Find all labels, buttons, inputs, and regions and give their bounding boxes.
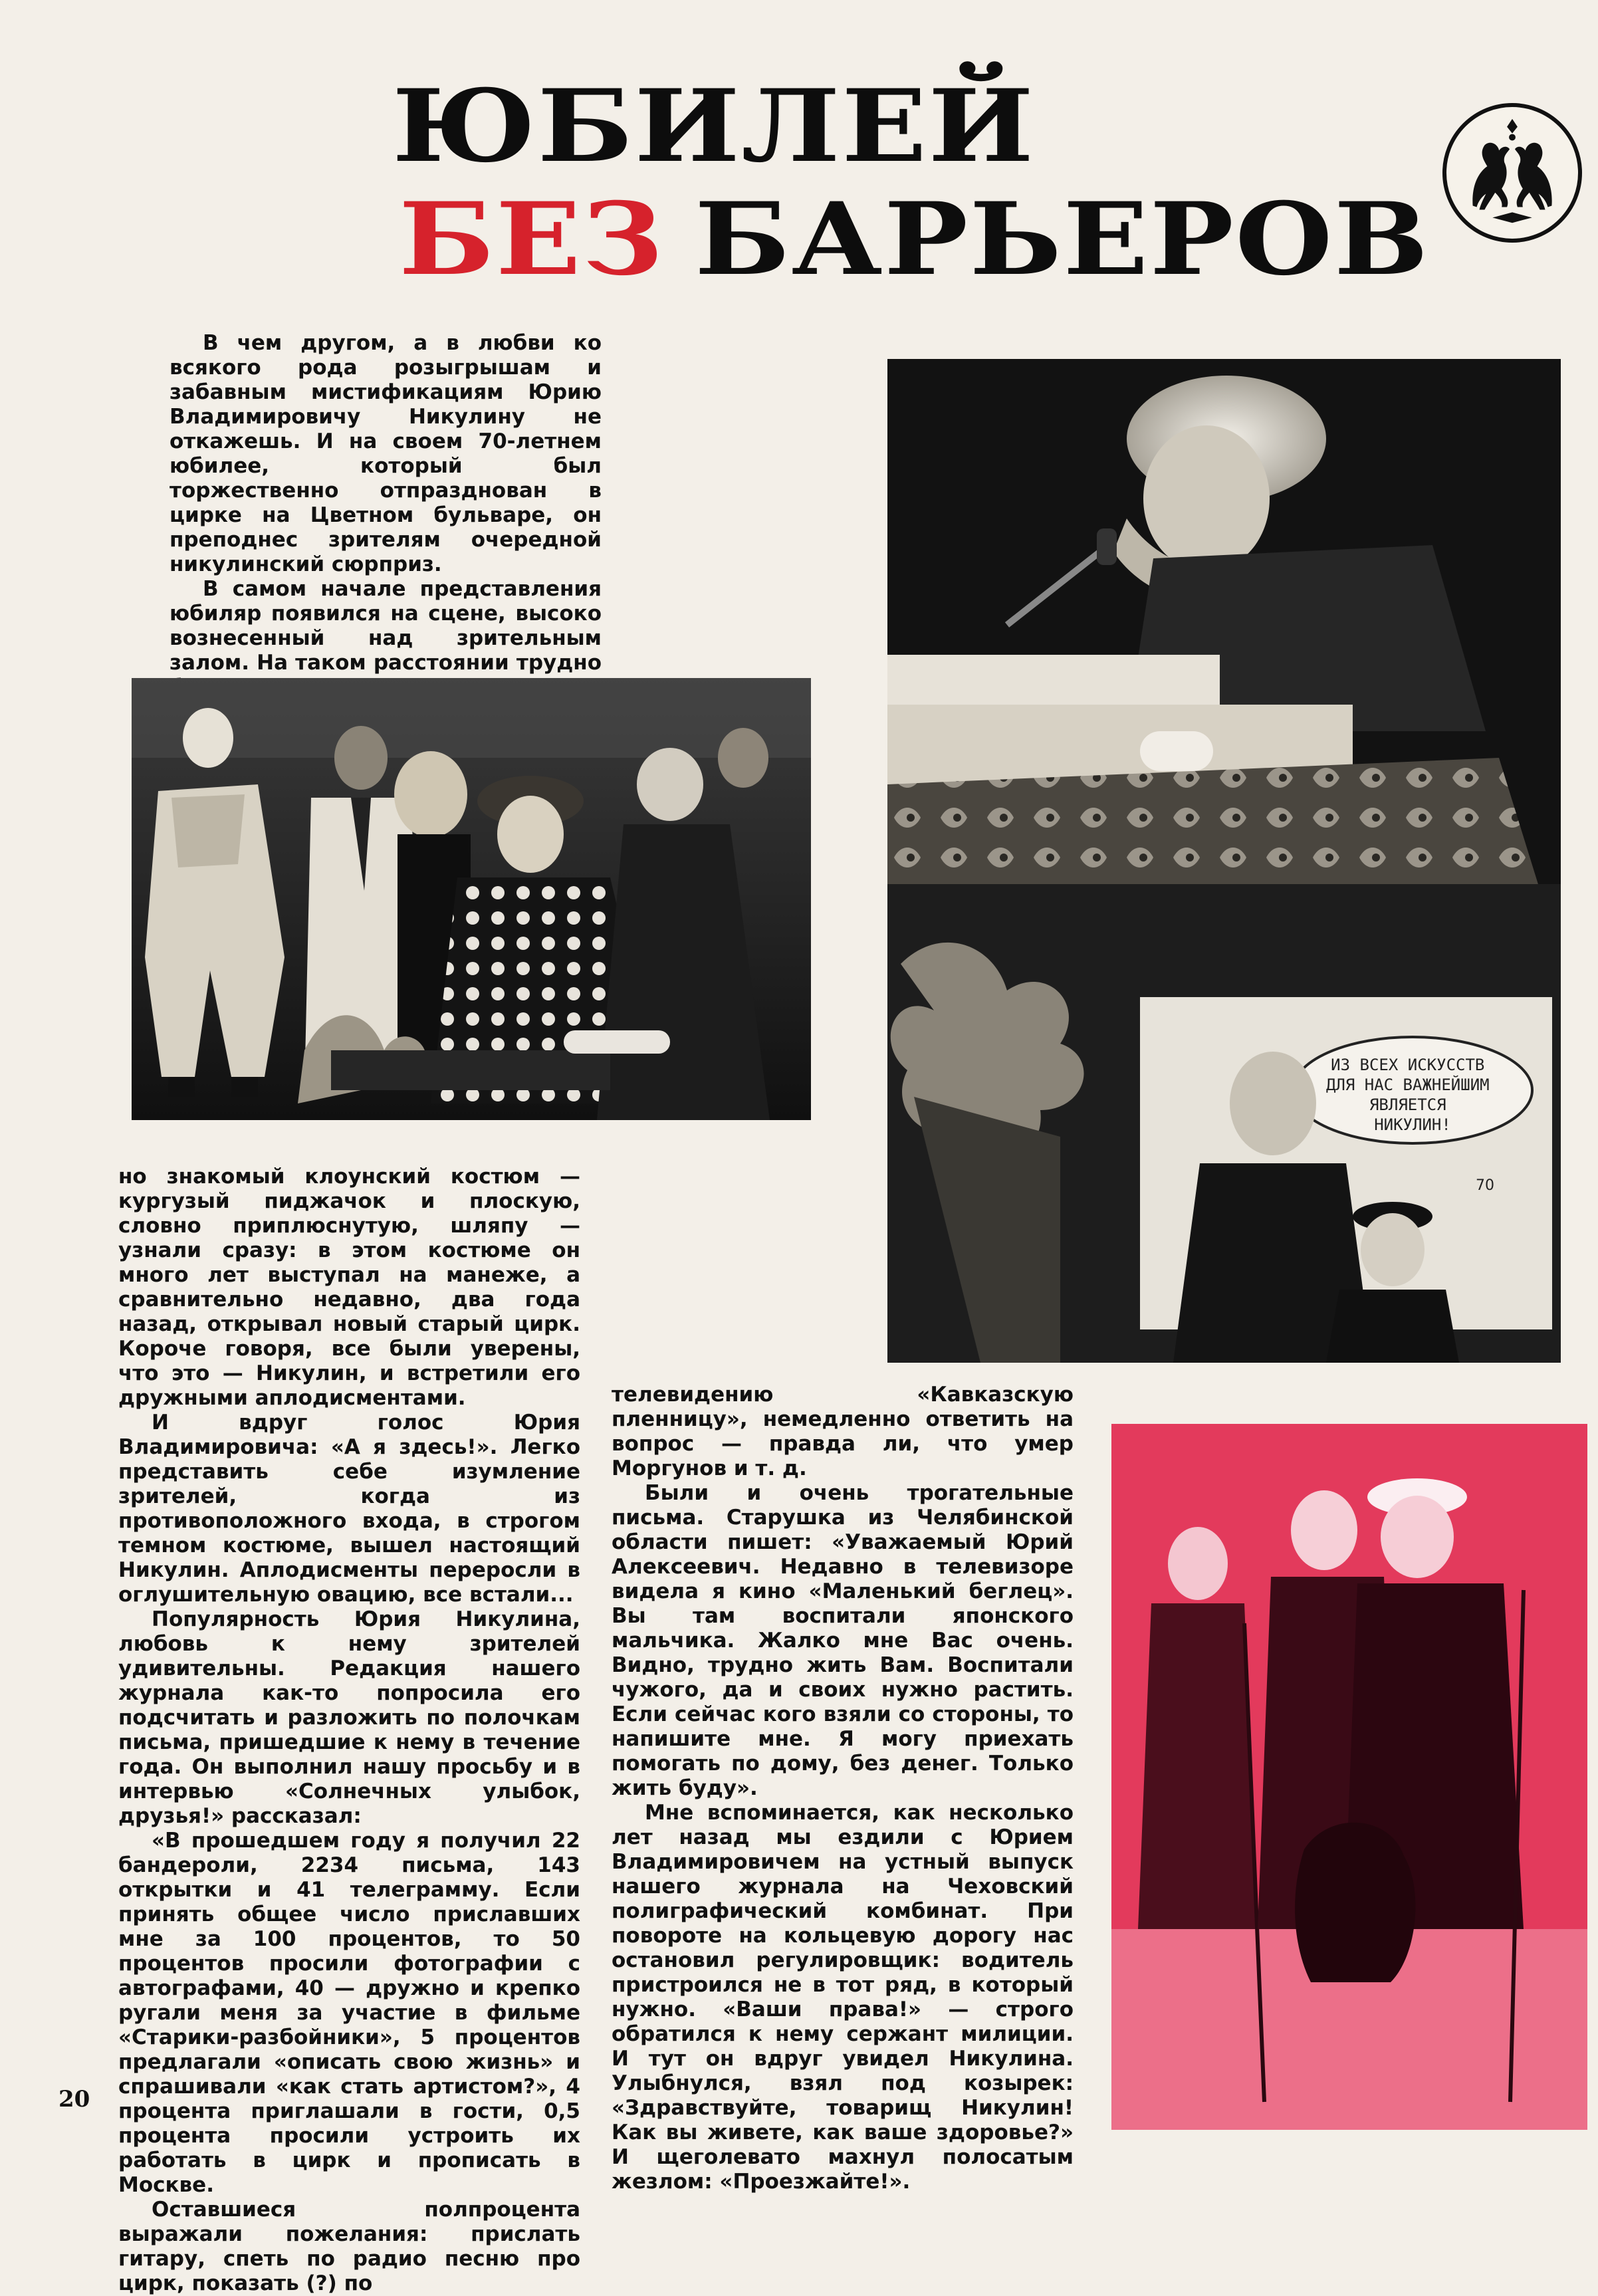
title-word-red: БЕЗ	[399, 181, 665, 298]
middle-paragraph: Оставшиеся полпроцента выражали пожелания: прислать гитару, спеть по радио песню про цирк, показать (?) по	[118, 2198, 580, 2295]
title-line-2: БАРЬЕРОВ	[695, 181, 1430, 298]
page-number: 20	[58, 2086, 90, 2113]
horses-emblem-icon	[1442, 103, 1582, 243]
right-column	[612, 1383, 1074, 2194]
middle-paragraph: И вдруг голос Юрия Владимировича: «А я здесь!». Легко представить себе изумление зрителей, когда из противоположного входа, в строгом темном костюме, вышел настоящий Никулин. Аплодисменты переросли в оглушительную овацию, все встали...	[118, 1411, 580, 1607]
photo-red-arena	[1111, 1424, 1587, 2130]
right-paragraph: Мне вспоминается, как несколько лет назад мы ездили с Юрием Владимировичем на устный выпуск нашего журнала на Чеховский полиграфический комбинат. При повороте на кольцевую дорогу нас остановил регулировщик: водитель пристроился не в тот ряд, в который нужно. «Ваши права!» — строго обратился к нему сержант милиции. И тут он вдруг увидел Никулина. Улыбнулся, взял под козырек: «Здравствуйте, товарищ Никулин! Как вы живете, как ваше здоровье?» И щеголевато махнул полосатым жезлом: «Проезжайте!».	[612, 1801, 1074, 2194]
photo-nikulin-lectern	[887, 359, 1561, 976]
intro-paragraph: В самом начале представления юбиляр появился на сцене, высоко вознесенный над зрительным залом. На таком расстоянии трудно	[170, 577, 602, 675]
middle-column	[118, 1165, 580, 2296]
title-line-1: ЮБИЛЕЙ	[392, 68, 1036, 185]
middle-paragraph: Популярность Юрия Никулина, любовь к нему зрителей удивительны. Редакция нашего журнала как-то попросила его подсчитать и разложить по полочкам письма, пришедшие к нему в течение года. Он выполнил нашу просьбу и в интервью «Солнечных улыбок, друзья!» рассказал:	[118, 1607, 580, 1828]
right-paragraph: телевидению «Кавказскую пленницу», немедленно ответить на вопрос — правда ли, что умер Моргунов и т. д.	[612, 1383, 1074, 1480]
photo-stage-group	[132, 678, 811, 1120]
intro-column	[170, 331, 602, 700]
middle-paragraph: но знакомый клоунский костюм — кургузый пиджачок и плоскую, словно приплюснутую, шляпу — узнали сразу: в этом костюме он много лет выступал на манеже, а сравнительно недавно, два года назад, открывал новый старый цирк. Короче говоря, все были уверены, что это — Никулин, и встретили его дружными аплодисментами.	[118, 1165, 580, 1410]
intro-paragraph: В чем другом, а в любви ко всякого рода розыгрышам и забавным мистификациям Юрию Владимировичу Никулину не откажешь. И на своем 70-летнем юбилее, который был торжественно отпразднован в цирке на Цветном бульваре, он преподнес зрителям очередной никулинский сюрприз.	[170, 331, 602, 576]
middle-paragraph: «В прошедшем году я получил 22 бандероли, 2234 письма, 143 открытки и 41 телеграмму. Если принять общее число приславших мне за 100 процентов, то 50 процентов просили фотографии с автографами, 40 — дружно и крепко ругали меня за участие в фильме «Старики-разбойники», 5 процентов предлагали «описать свою жизнь» и спрашивали «как стать артистом?», 4 процента приглашали в гости, 0,5 процента просили устроить их работать в цирк и прописать в Москве.	[118, 1829, 580, 2197]
photo-poster-figures	[887, 884, 1561, 1363]
poster-number: 70	[1476, 1177, 1494, 1194]
poster-bubble-text: ИЗ ВСЕХ ИСКУССТВ ДЛЯ НАС ВАЖНЕЙШИМ ЯВЛЯЕТСЯ НИКУЛИН!	[1325, 1056, 1490, 1134]
right-paragraph: Были и очень трогательные письма. Старушка из Челябинской области пишет: «Уважаемый Юрий Алексеевич. Недавно в телевизоре видела я кино «Маленький беглец». Вы там воспитали японского мальчика. Жалко мне Вас очень. Видно, трудно жить Вам. Воспитали чужого, да и своих нужно растить. Если сейчас кого взяли со стороны, то напишите мне. Я могу приехать помогать по дому, без денег. Только жить буду».	[612, 1481, 1074, 1800]
